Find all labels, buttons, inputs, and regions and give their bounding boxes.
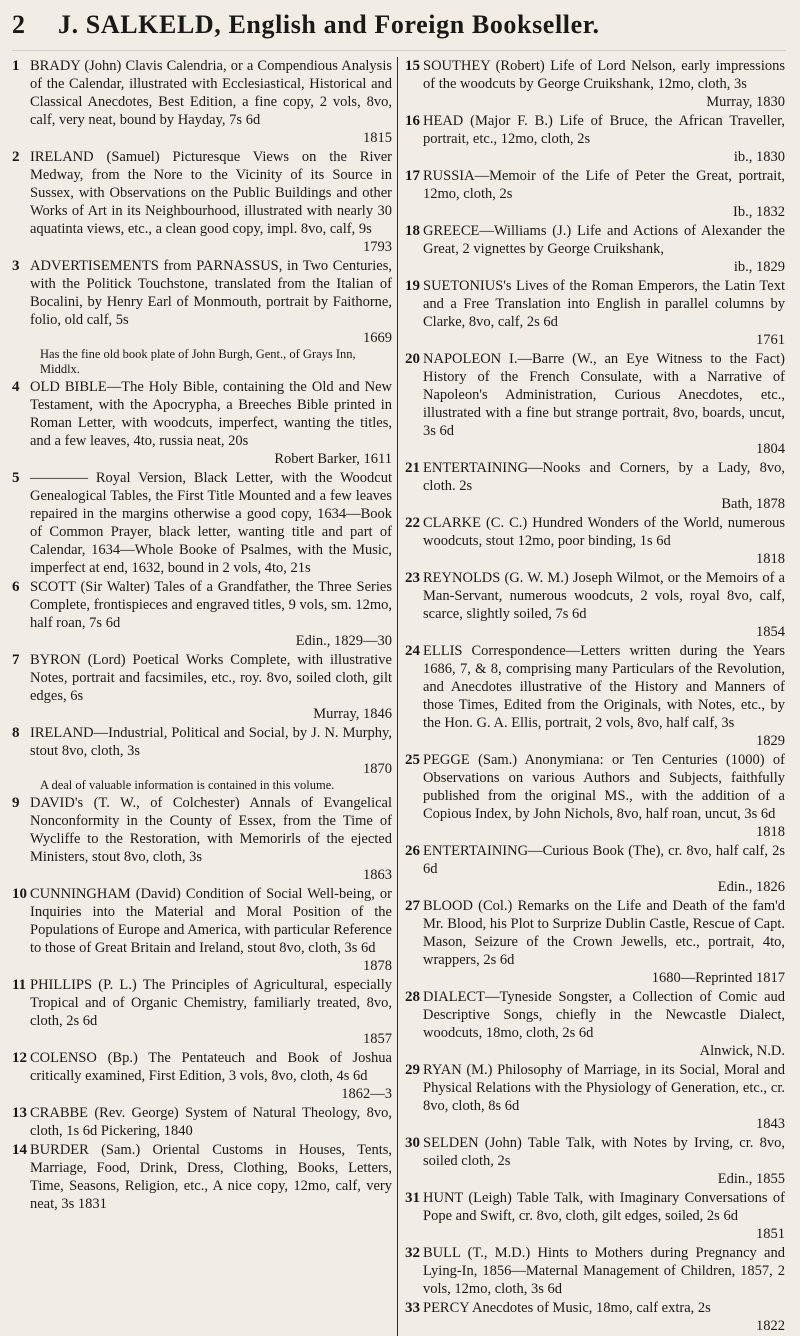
entry-date: 1857 — [363, 1031, 392, 1047]
entry-text: NAPOLEON I.—Barre (W., an Eye Witness to the Fact) History of the French Consulate, with a Narrative of Napoleon's Administration, Curious Anecdotes, etc., illustrated with a fine but strange portrait, 8vo, boards, uncut, 3s 6d — [423, 351, 785, 439]
entry-text: ENTERTAINING—Nooks and Corners, by a Lady, 8vo, cloth. 2s — [423, 460, 785, 494]
entry-date: 1870 — [363, 761, 392, 777]
catalogue-entry — [12, 257, 392, 377]
catalogue-entry — [405, 1299, 785, 1335]
entry-number: 16 — [405, 113, 420, 129]
entry-text: DAVID's (T. W., of Colchester) Annals of Evangelical Nonconformity in the County of Essex, from the Time of Wycliffe to the Restoration, with Memorirls of the ejected Ministers, stout 8vo, cloth, 3s — [30, 795, 392, 865]
catalogue-entry — [12, 724, 392, 793]
entry-date: Alnwick, N.D. — [699, 1043, 785, 1059]
catalogue-entry — [405, 569, 785, 641]
catalogue-entry — [405, 459, 785, 513]
entry-number: 5 — [12, 470, 20, 486]
entry-number: 15 — [405, 58, 420, 74]
entry-number: 13 — [12, 1105, 27, 1121]
entry-date: 1793 — [363, 239, 392, 255]
entry-date: 1818 — [756, 824, 785, 840]
entry-text: GREECE—Williams (J.) Life and Actions of Alexander the Great, 2 vignettes by George Cruikshank, — [423, 223, 785, 257]
catalogue-entry — [12, 1104, 392, 1140]
entry-number: 21 — [405, 460, 420, 476]
catalogue-entry — [405, 642, 785, 750]
entry-text: RUSSIA—Memoir of the Life of Peter the Great, portrait, 12mo, cloth, 2s — [423, 168, 785, 202]
entry-number: 31 — [405, 1190, 420, 1206]
catalogue-entry — [405, 842, 785, 896]
entry-date: 1804 — [756, 441, 785, 457]
entry-text: COLENSO (Bp.) The Pentateuch and Book of Joshua critically examined, First Edition, 3 vols, 8vo, cloth, 4s 6d — [30, 1050, 392, 1084]
entry-date: 1862—3 — [341, 1086, 392, 1102]
entry-text: BURDER (Sam.) Oriental Customs in Houses, Tents, Marriage, Food, Drink, Dress, Clothing, Books, Letters, Time, Seasons, Religion, etc., A nice copy, 12mo, calf, very neat, 3s 1831 — [30, 1142, 392, 1212]
entry-number: 6 — [12, 579, 20, 595]
entry-text: ———— Royal Version, Black Letter, with the Woodcut Genealogical Tables, the First Title Mounted and a few leaves repaired in the margins otherwise a good copy, 1634—Book of Common Prayer, black letter, wanting title and part of Calendar, 1634—Whole Booke of Psalmes, with the Music, imperfect at end, 1632, bound in 2 vols, 4to, 21s — [30, 470, 392, 576]
entry-date: ib., 1830 — [733, 149, 785, 165]
entry-number: 18 — [405, 223, 420, 239]
entry-date: Murray, 1846 — [313, 706, 392, 722]
entry-date: Robert Barker, 1611 — [274, 451, 392, 467]
entry-date: ib., 1829 — [733, 259, 785, 275]
catalogue-entry — [12, 976, 392, 1048]
catalogue-entry — [405, 277, 785, 349]
entry-text: PEGGE (Sam.) Anonymiana: or Ten Centuries (1000) of Observations on various Authors and Subjects, faithfully published from the original MS., with the addition of a Copious Index, by John Nichols, 8vo, half roan, uncut, 3s 6d — [423, 752, 785, 822]
catalogue-entry — [12, 651, 392, 723]
entry-text: PERCY Anecdotes of Music, 18mo, calf extra, 2s — [423, 1300, 711, 1316]
entry-text: ENTERTAINING—Curious Book (The), cr. 8vo, half calf, 2s 6d — [423, 843, 785, 877]
entry-text: HEAD (Major F. B.) Life of Bruce, the African Traveller, portrait, etc., 12mo, cloth, 2s — [423, 113, 785, 147]
entry-note: Has the fine old book plate of John Burgh, Gent., of Grays Inn, Middlx. — [40, 347, 356, 376]
entry-text: SELDEN (John) Table Talk, with Notes by Irving, cr. 8vo, soiled cloth, 2s — [423, 1135, 785, 1169]
entry-number: 11 — [12, 977, 27, 993]
entry-text: HUNT (Leigh) Table Talk, with Imaginary Conversations of Pope and Swift, cr. 8vo, cloth, gilt edges, soiled, 2s 6d — [423, 1190, 785, 1224]
entry-date: 1878 — [363, 958, 392, 974]
entry-date: Edin., 1829—30 — [295, 633, 392, 649]
entry-date: Ib., 1832 — [733, 204, 785, 220]
entry-text: CUNNINGHAM (David) Condition of Social Well-being, or Inquiries into the Material and Moral Position of the Populations of Europe and America, with particular Reference to those of Great Britain and Ireland, stout 8vo, cloth, 3s 6d — [30, 886, 392, 956]
entry-date: 1680—Reprinted 1817 — [651, 970, 785, 986]
entry-number: 30 — [405, 1135, 420, 1151]
entry-number: 1 — [12, 58, 20, 74]
catalogue-entry — [405, 112, 785, 166]
catalogue-entry — [405, 1134, 785, 1188]
catalogue-entry — [12, 578, 392, 650]
catalogue-entry — [405, 167, 785, 221]
entry-number: 29 — [405, 1062, 420, 1078]
catalogue-entry — [405, 514, 785, 568]
entry-date: 1761 — [756, 332, 785, 348]
entry-text: BULL (T., M.D.) Hints to Mothers during Pregnancy and Lying-In, 1856—Maternal Management of Children, 1857, 2 vols, 12mo, cloth, 3s 6d — [423, 1245, 785, 1297]
entry-text: CRABBE (Rev. George) System of Natural Theology, 8vo, cloth, 1s 6d Pickering, 1840 — [30, 1105, 392, 1139]
catalogue-entry — [12, 1049, 392, 1103]
entry-text: RYAN (M.) Philosophy of Marriage, in its Social, Moral and Physical Relations with the Physiology of Generation, etc., cr. 8vo, cloth, 8s 6d — [423, 1062, 785, 1114]
entry-text: ADVERTISEMENTS from PARNASSUS, in Two Centuries, with the Politick Touchstone, translated from the Italian of Bocalini, by Henry Earl of Monmouth, portrait by Faithorne, folio, old calf, 5s — [30, 258, 392, 328]
catalogue-columns — [12, 57, 786, 1336]
entry-date: Edin., 1826 — [717, 879, 785, 895]
entry-number: 2 — [12, 149, 20, 165]
catalogue-entry — [405, 1189, 785, 1243]
entry-date: Bath, 1878 — [721, 496, 785, 512]
entry-text: PHILLIPS (P. L.) The Principles of Agricultural, especially Tropical and of Organic Chemistry, familiarly treated, 8vo, cloth, 2s 6d — [30, 977, 392, 1029]
entry-text: SOUTHEY (Robert) Life of Lord Nelson, early impressions of the woodcuts by George Cruikshank, 12mo, cloth, 3s — [423, 58, 785, 92]
catalogue-entry — [12, 57, 392, 147]
entry-text: IRELAND—Industrial, Political and Social, by J. N. Murphy, stout 8vo, cloth, 3s — [30, 725, 392, 759]
entry-note: A deal of valuable information is contained in this volume. — [40, 778, 335, 792]
catalogue-entry — [405, 1061, 785, 1133]
entry-number: 10 — [12, 886, 27, 902]
entry-text: DIALECT—Tyneside Songster, a Collection of Comic aud Descriptive Songs, chiefly in the Newcastle Dialect, woodcuts, 18mo, cloth, 2s 6d — [423, 989, 785, 1041]
entry-text: BYRON (Lord) Poetical Works Complete, with illustrative Notes, portrait and facsimiles, etc., roy. 8vo, soiled cloth, gilt edges, 6s — [30, 652, 392, 704]
entry-number: 23 — [405, 570, 420, 586]
page-number: 2 — [12, 10, 25, 39]
entry-number: 28 — [405, 989, 420, 1005]
catalogue-entry — [405, 222, 785, 276]
right-column — [398, 57, 785, 1336]
entry-date: 1843 — [756, 1116, 785, 1132]
entry-date: 1822 — [756, 1318, 785, 1334]
entry-number: 26 — [405, 843, 420, 859]
catalogue-entry — [405, 897, 785, 987]
entry-text: SCOTT (Sir Walter) Tales of a Grandfather, the Three Series Complete, frontispieces and engraved titles, 9 vols, sm. 12mo, half roan, 7s 6d — [30, 579, 392, 631]
entry-date: 1818 — [756, 551, 785, 567]
catalogue-entry — [405, 1244, 785, 1298]
catalogue-entry — [12, 885, 392, 975]
catalogue-entry — [12, 469, 392, 577]
entry-number: 25 — [405, 752, 420, 768]
entry-text: IRELAND (Samuel) Picturesque Views on the River Medway, from the Nore to the Vicinity of its Source in Sussex, with Observations on the Public Buildings and other Works of Art in its Neighbourhood, illustrated with nearly 30 aquatinta views, etc., a clean good copy, impl. 8vo, calf, 9s — [30, 149, 392, 237]
catalogue-entry — [405, 988, 785, 1060]
entry-text: ELLIS Correspondence—Letters written during the Years 1686, 7, & 8, comprising many Particulars of the Revolution, and Anecdotes illustrative of the History and Manners of those Times, Edited from the Originals, with Notes, etc., by the Hon. G. A. Ellis, portrait, 2 vols, 8vo, half calf, 3s — [423, 643, 785, 731]
entry-text: BRADY (John) Clavis Calendria, or a Compendious Analysis of the Calendar, illustrated with Ecclesiastical, Historical and Classical Anecdotes, Best Edition, a fine copy, 2 vols, 8vo, calf, very neat, bound by Hayday, 7s 6d — [30, 58, 392, 128]
entry-date: 1829 — [756, 733, 785, 749]
page-header — [12, 10, 786, 51]
entry-number: 24 — [405, 643, 420, 659]
entry-date: 1851 — [756, 1226, 785, 1242]
entry-text: SUETONIUS's Lives of the Roman Emperors, the Latin Text and a Free Translation into English in parallel columns by Clarke, 8vo, calf, 2s 6d — [423, 278, 785, 330]
entry-text: OLD BIBLE—The Holy Bible, containing the Old and New Testament, with the Apocrypha, a Breeches Bible printed in Roman Letter, with woodcuts, imperfect, wanting the titles, and a few leaves, 4to, russia neat, 20s — [30, 379, 392, 449]
entry-number: 19 — [405, 278, 420, 294]
entry-number: 27 — [405, 898, 420, 914]
entry-number: 8 — [12, 725, 20, 741]
entry-number: 14 — [12, 1142, 27, 1158]
entry-number: 3 — [12, 258, 20, 274]
left-column — [12, 57, 398, 1336]
catalogue-entry — [405, 350, 785, 458]
entry-number: 4 — [12, 379, 20, 395]
entry-text: REYNOLDS (G. W. M.) Joseph Wilmot, or the Memoirs of a Man-Servant, numerous woodcuts, 2 vols, royal 8vo, calf, scarce, slightly soiled, 7s 6d — [423, 570, 785, 622]
entry-date: Edin., 1855 — [717, 1171, 785, 1187]
entry-number: 12 — [12, 1050, 27, 1066]
page-title: J. SALKELD, English and Foreign Bookseller. — [58, 10, 600, 39]
catalogue-entry — [12, 794, 392, 884]
entry-text: CLARKE (C. C.) Hundred Wonders of the World, numerous woodcuts, stout 12mo, poor binding, 1s 6d — [423, 515, 785, 549]
entry-date: 1854 — [756, 624, 785, 640]
catalogue-entry — [405, 751, 785, 841]
catalogue-entry — [12, 378, 392, 468]
entry-number: 32 — [405, 1245, 420, 1261]
catalogue-entry — [405, 57, 785, 111]
entry-number: 22 — [405, 515, 420, 531]
entry-date: 1815 — [363, 130, 392, 146]
entry-number: 20 — [405, 351, 420, 367]
entry-number: 33 — [405, 1300, 420, 1316]
catalogue-entry — [12, 148, 392, 256]
entry-number: 7 — [12, 652, 20, 668]
entry-date: Murray, 1830 — [706, 94, 785, 110]
entry-date: 1669 — [363, 330, 392, 346]
entry-number: 9 — [12, 795, 20, 811]
catalogue-entry — [12, 1141, 392, 1213]
entry-date: 1863 — [363, 867, 392, 883]
entry-number: 17 — [405, 168, 420, 184]
entry-text: BLOOD (Col.) Remarks on the Life and Death of the fam'd Mr. Blood, his Plot to Surprize Dublin Castle, Rescue of Capt. Mason, Seizure of the Crown Jewells, etc., portrait, 4to, wrappers, 2s 6d — [423, 898, 785, 968]
